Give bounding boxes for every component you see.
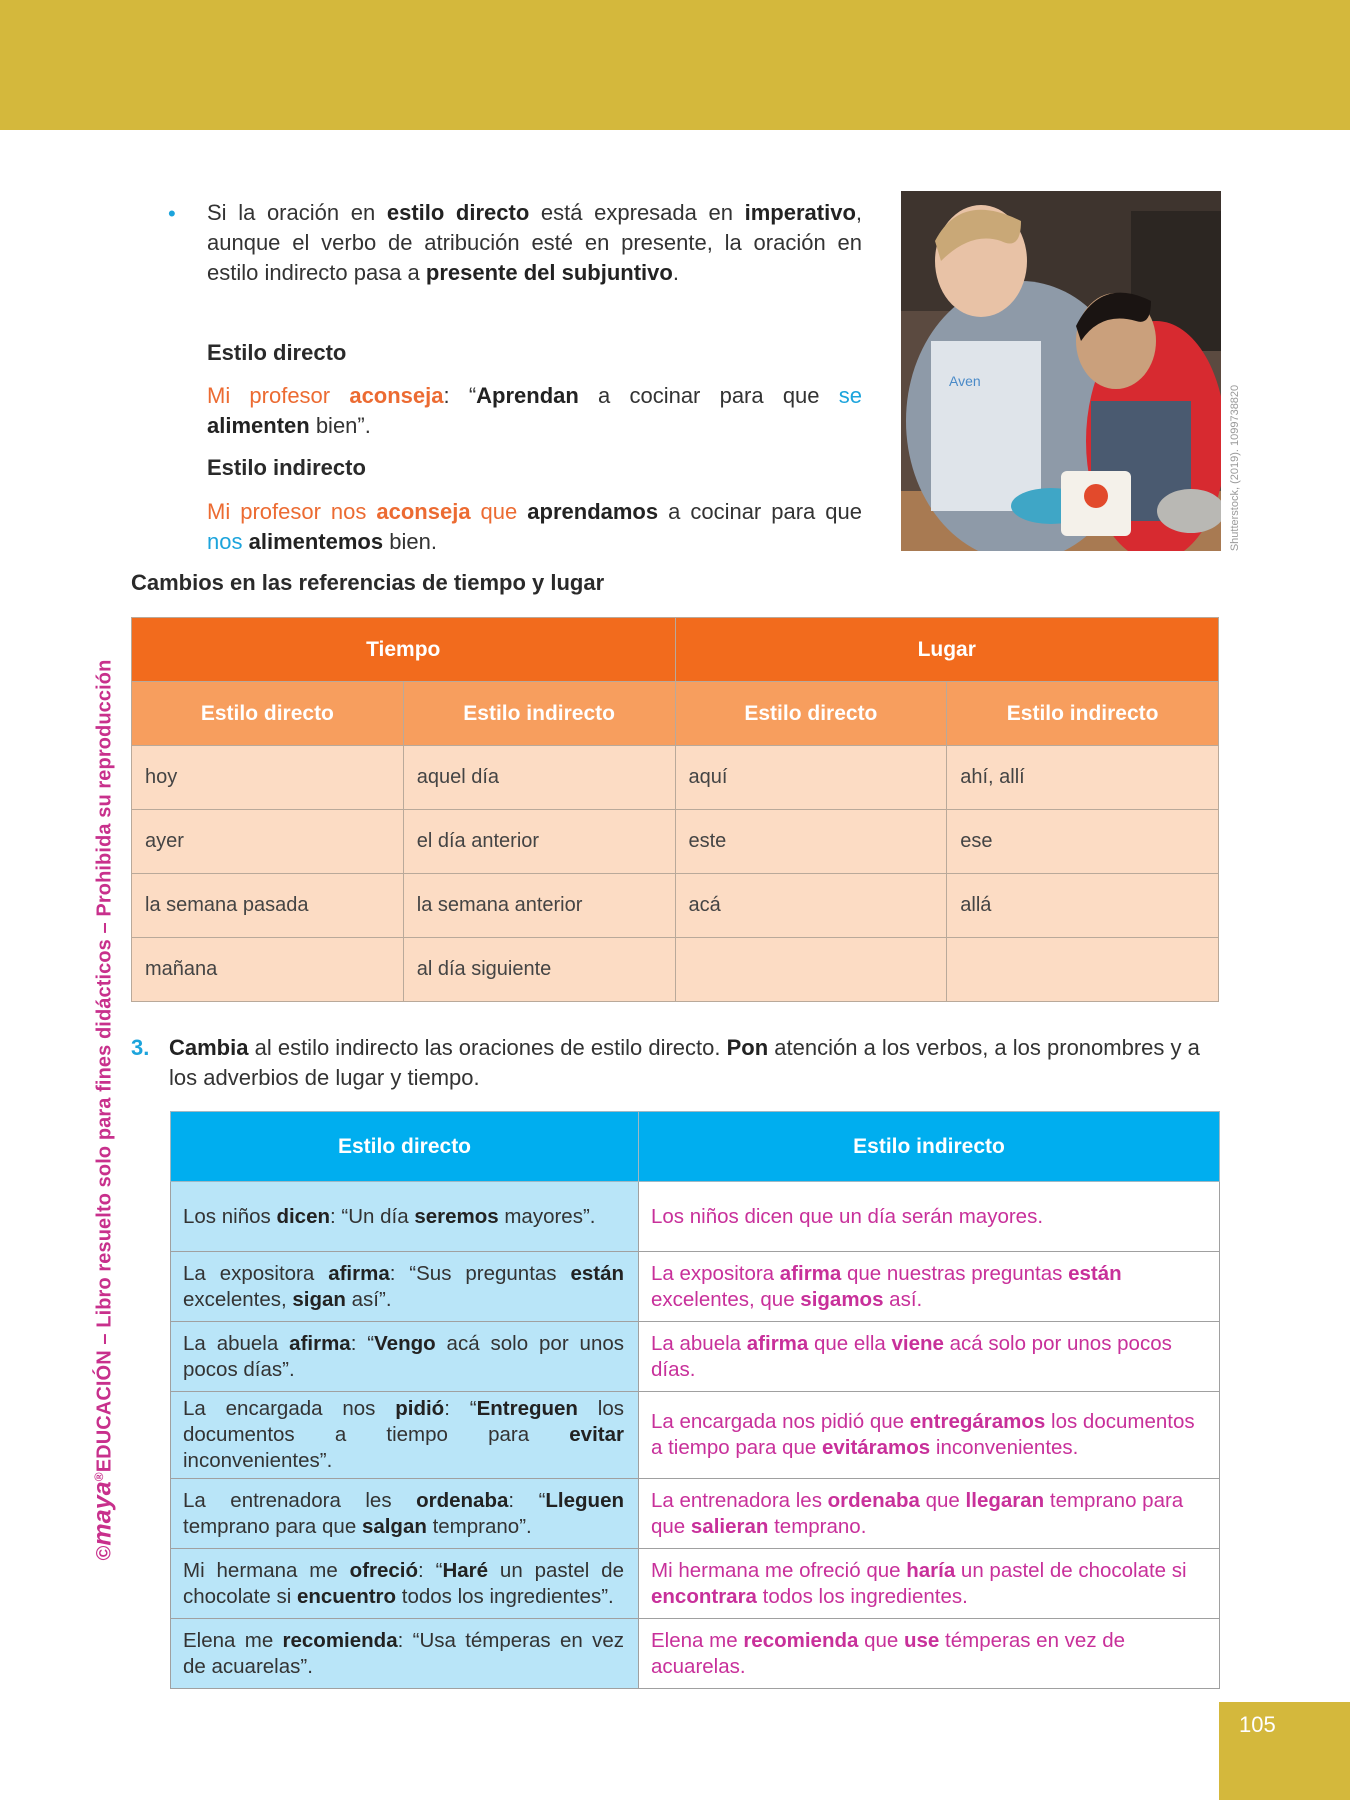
apron-text: Aven: [949, 373, 981, 389]
table-row: [171, 1182, 1220, 1252]
table-row: [171, 1392, 1220, 1479]
table-cell: allá: [947, 874, 1219, 938]
table-cell: mañana: [132, 938, 404, 1002]
direct-sentence: La abuela afirma: “Vengo acá solo por unos pocos días”.: [171, 1322, 639, 1392]
group-header-tiempo: Tiempo: [132, 618, 676, 682]
column-header: Estilo directo: [675, 682, 947, 746]
table-cell: acá: [675, 874, 947, 938]
column-header-directo: Estilo directo: [171, 1112, 639, 1182]
table-row: [132, 938, 1219, 1002]
column-header-indirecto: Estilo indirecto: [639, 1112, 1220, 1182]
indirect-answer: Los niños dicen que un día serán mayores.: [639, 1182, 1220, 1252]
indirect-answer: La abuela afirma que ella viene acá solo por unos pocos días.: [639, 1322, 1220, 1392]
indirect-answer: La expositora afirma que nuestras preguntas están excelentes, que sigamos así.: [639, 1252, 1220, 1322]
table-cell: hoy: [132, 746, 404, 810]
direct-sentence: La encargada nos pidió: “Entreguen los documentos a tiempo para evitar inconvenientes”.: [171, 1392, 639, 1479]
maya-logo: maya: [88, 1481, 117, 1546]
direct-sentence: La entrenadora les ordenaba: “Lleguen temprano para que salgan temprano”.: [171, 1479, 639, 1549]
table-row: [171, 1322, 1220, 1392]
table-cell: la semana pasada: [132, 874, 404, 938]
photo-credit: Shutterstock, (2019). 1099738820: [1229, 384, 1241, 552]
example-direct: Mi profesor aconseja: “Aprendan a cocinar para que se alimenten bien”.: [207, 383, 862, 438]
indirect-answer: Elena me recomienda que use témperas en vez de acuarelas.: [639, 1619, 1220, 1689]
bullet-icon: •: [168, 201, 176, 226]
column-header: Estilo directo: [132, 682, 404, 746]
direct-sentence: Mi hermana me ofreció: “Haré un pastel de chocolate si encuentro todos los ingredientes”.: [171, 1549, 639, 1619]
direct-sentence: La expositora afirma: “Sus preguntas están excelentes, sigan así”.: [171, 1252, 639, 1322]
time-place-table: [131, 617, 1219, 1002]
column-header: Estilo indirecto: [403, 682, 675, 746]
heading-estilo-indirecto: Estilo indirecto: [207, 455, 366, 480]
direct-sentence: Elena me recomienda: “Usa témperas en vez de acuarelas”.: [171, 1619, 639, 1689]
table-cell: aquel día: [403, 746, 675, 810]
table-row: [171, 1252, 1220, 1322]
cooking-photo: [901, 191, 1221, 551]
section-title: Cambios en las referencias de tiempo y lugar: [131, 570, 605, 595]
table-cell: este: [675, 810, 947, 874]
table-row: [132, 810, 1219, 874]
table-cell: ayer: [132, 810, 404, 874]
exercise-table: [170, 1111, 1220, 1689]
table-row: [171, 1479, 1220, 1549]
heading-estilo-directo: Estilo directo: [207, 340, 347, 365]
table-cell: al día siguiente: [403, 938, 675, 1002]
table-cell: [675, 938, 947, 1002]
side-copyright: ©maya®EDUCACIÓN – Libro resuelto solo para fines didácticos – Prohibida su reproducción: [88, 659, 117, 1561]
exercise-3-instruction: 3. Cambia al estilo indirecto las oraciones de estilo directo. Pon atención a los verbos, a los pronombres y a los adverbios de lugar y tiempo.: [131, 1035, 1200, 1090]
direct-sentence: Los niños dicen: “Un día seremos mayores”.: [171, 1182, 639, 1252]
group-header-lugar: Lugar: [675, 618, 1219, 682]
table-row: [171, 1549, 1220, 1619]
table-row: [132, 874, 1219, 938]
example-indirect: Mi profesor nos aconseja que aprendamos a cocinar para que nos alimentemos bien.: [207, 499, 863, 554]
header-band: [0, 0, 1350, 130]
table-cell: aquí: [675, 746, 947, 810]
indirect-answer: La entrenadora les ordenaba que llegaran temprano para que salieran temprano.: [639, 1479, 1220, 1549]
indirect-answer: La encargada nos pidió que entregáramos los documentos a tiempo para que evitáramos inconvenientes.: [639, 1392, 1220, 1479]
column-header: Estilo indirecto: [947, 682, 1219, 746]
table-row: [132, 746, 1219, 810]
table-cell: ahí, allí: [947, 746, 1219, 810]
table-cell: el día anterior: [403, 810, 675, 874]
page-number: 105: [1239, 1712, 1276, 1737]
page-number-box: [1219, 1702, 1350, 1800]
bullet-paragraph: Si la oración en estilo directo está expresada en imperativo, aunque el verbo de atribución esté en presente, la oración en estilo indirecto pasa a presente del subjuntivo.: [207, 200, 863, 285]
table-row: [171, 1619, 1220, 1689]
indirect-answer: Mi hermana me ofreció que haría un pastel de chocolate si encontrara todos los ingredientes.: [639, 1549, 1220, 1619]
table-cell: [947, 938, 1219, 1002]
table-cell: ese: [947, 810, 1219, 874]
table-cell: la semana anterior: [403, 874, 675, 938]
exercise-number: 3.: [131, 1035, 150, 1060]
